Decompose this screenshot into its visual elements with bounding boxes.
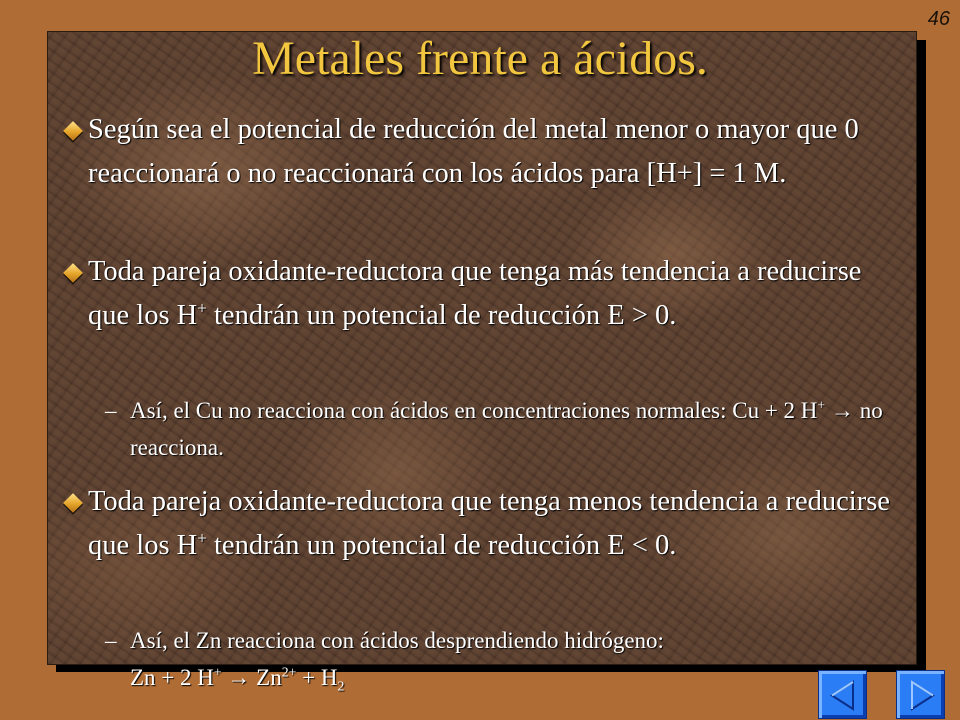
bullet-1: Según sea el potencial de reducción del metal menor o mayor que 0 reaccionará o no reaccionará con los ácidos para [H+] = 1 M.	[88, 114, 859, 189]
bullet-diamond-icon	[63, 121, 83, 141]
previous-slide-button[interactable]	[818, 670, 867, 719]
subscript: 2	[337, 678, 345, 694]
sub-bullet-2-text-end: no reacciona.	[130, 398, 883, 460]
sub-bullet-2	[130, 392, 910, 466]
reaction-equation	[130, 659, 910, 696]
superscript: +	[197, 298, 207, 318]
bullet-2	[88, 250, 900, 338]
sub-bullet-2-text: Así, el Cu no reacciona con ácidos en concentraciones normales: Cu + 2 H	[130, 398, 818, 423]
sub-bullet-3	[130, 622, 910, 696]
sub-bullet-dash: –	[105, 398, 117, 423]
arrow-symbol: →	[830, 398, 854, 423]
slide-number: 46	[927, 8, 950, 30]
eq-zn2: Zn	[250, 665, 282, 690]
bullet-3-text-end: tendrán un potencial de reducción E < 0.	[206, 530, 677, 561]
next-slide-button[interactable]	[896, 670, 945, 719]
eq-zn: Zn + 2 H	[130, 665, 214, 690]
slide-title: Metales frente a ácidos.	[252, 32, 708, 85]
superscript: +	[817, 397, 826, 413]
superscript: +	[197, 528, 207, 548]
bullet-3-text: Toda pareja oxidante-reductora que tenga menos tendencia a reducirse que los H	[88, 486, 890, 561]
triangle-left-icon	[819, 671, 868, 720]
bullet-diamond-icon	[63, 493, 83, 513]
superscript: 2+	[281, 664, 297, 680]
bullet-2-text-end: tendrán un potencial de reducción E > 0.	[206, 300, 677, 331]
triangle-right-icon	[897, 671, 946, 720]
bullet-2-text: Toda pareja oxidante-reductora que tenga más tendencia a reducirse que los H	[88, 256, 862, 331]
sub-bullet-3-line1: Así, el Zn reacciona con ácidos desprendiendo hidrógeno:	[130, 628, 664, 653]
arrow-symbol: →	[227, 665, 251, 690]
bullet-diamond-icon	[63, 263, 83, 283]
superscript: +	[213, 664, 222, 680]
sub-bullet-dash: –	[105, 628, 117, 653]
eq-h: + H	[296, 665, 338, 690]
bullet-3	[88, 480, 900, 568]
